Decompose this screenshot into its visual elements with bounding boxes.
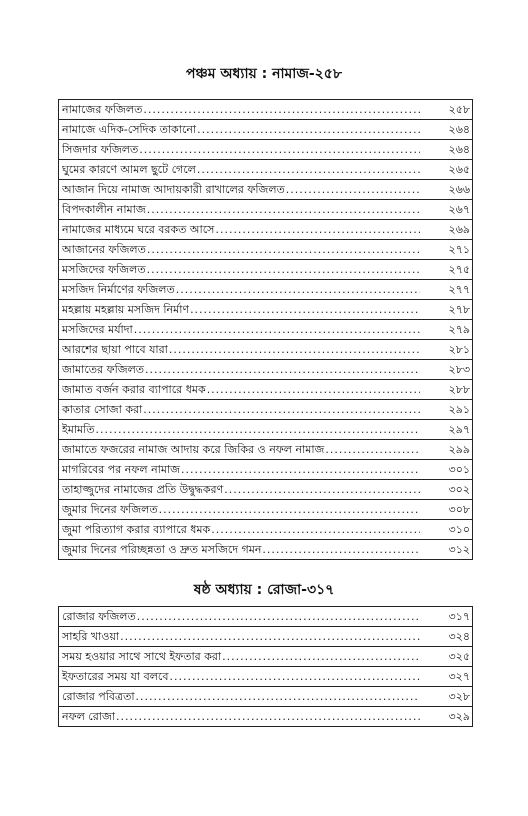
toc-entry <box>62 200 420 219</box>
dot-leader <box>136 687 420 706</box>
toc-entry-title-cell <box>59 260 421 280</box>
toc-entry <box>62 100 420 119</box>
toc-entry-title: সাহরি খাওয়া <box>62 630 120 643</box>
toc-entry-title: জামাত বর্জন করার ব্যাপারে ধমক <box>62 383 206 396</box>
toc-entry-page-number: ২৬৬ <box>420 180 473 200</box>
dot-leader <box>116 707 420 726</box>
toc-entry-title: জামাতে ফজরের নামাজ আদায় করে জিকির ও নফল নামাজ <box>62 443 325 456</box>
toc-entry <box>62 400 420 419</box>
dot-leader <box>147 200 420 219</box>
toc-row <box>59 120 473 140</box>
toc-entry-page-number: ২৬৪ <box>420 140 473 160</box>
toc-entry-title-cell <box>59 480 421 500</box>
toc-entry-title-cell <box>59 647 421 667</box>
toc-entry-title-cell <box>59 500 421 520</box>
toc-entry-title: মসজিদের মর্যাদা <box>62 323 133 336</box>
toc-row <box>59 647 473 667</box>
dot-leader <box>197 160 420 179</box>
toc-entry-title-cell <box>59 607 421 627</box>
dot-leader <box>159 500 420 519</box>
toc-entry-title: কাতার সোজা করা <box>62 403 143 416</box>
toc-entry-page-number: ২৭৫ <box>420 260 473 280</box>
toc-table-chapter-5 <box>58 99 473 560</box>
toc-row <box>59 240 473 260</box>
toc-entry-title-cell <box>59 340 421 360</box>
dot-leader <box>224 480 420 499</box>
toc-entry-page-number: ২৬৭ <box>420 200 473 220</box>
toc-entry-title: নামাজে এদিক-সেদিক তাকানো <box>62 123 197 136</box>
toc-entry-title: আজানের ফজিলত <box>62 243 146 256</box>
toc-entry-title: জুমার দিনের পরিচ্ছন্নতা ও দ্রুত মসজিদে গমন <box>62 543 262 556</box>
toc-entry <box>62 260 420 279</box>
toc-entry <box>62 340 420 359</box>
toc-entry-page-number: ২৯৯ <box>420 440 473 460</box>
toc-entry-title-cell <box>59 300 421 320</box>
dot-leader <box>147 240 420 259</box>
toc-entry <box>62 440 420 459</box>
dot-leader <box>145 360 420 379</box>
toc-entry-title-cell <box>59 180 421 200</box>
dot-leader <box>96 420 420 439</box>
toc-row <box>59 220 473 240</box>
toc-row <box>59 280 473 300</box>
toc-entry-title-cell <box>59 460 421 480</box>
toc-row <box>59 440 473 460</box>
toc-entry <box>62 360 420 379</box>
toc-entry-page-number: ৩২৫ <box>420 647 473 667</box>
toc-entry-page-number: ৩০৮ <box>420 500 473 520</box>
dot-leader <box>222 647 420 666</box>
toc-row <box>59 160 473 180</box>
toc-entry-title-cell <box>59 380 421 400</box>
toc-row <box>59 340 473 360</box>
toc-entry-title: ঘুমের কারণে আমল ছুটে গেলে <box>62 163 196 176</box>
toc-entry-title-cell <box>59 100 421 120</box>
toc-entry-title: মসজিদের ফজিলত <box>62 263 146 276</box>
toc-entry-title: জুমা পরিত্যাগ করার ব্যাপারে ধমক <box>62 523 211 536</box>
toc-row <box>59 420 473 440</box>
dot-leader <box>139 140 420 159</box>
dot-leader <box>169 667 420 686</box>
toc-row <box>59 400 473 420</box>
toc-entry-title: জুমার দিনের ফজিলত <box>62 503 158 516</box>
toc-row <box>59 667 473 687</box>
dot-leader <box>197 120 420 139</box>
toc-entry-title: সময় হওয়ার সাথে সাথে ইফতার করা <box>62 650 222 663</box>
toc-entry-title-cell <box>59 240 421 260</box>
toc-row <box>59 540 473 560</box>
toc-entry-page-number: ২৬৫ <box>420 160 473 180</box>
dot-leader <box>120 627 420 646</box>
toc-entry-title-cell <box>59 400 421 420</box>
toc-row <box>59 140 473 160</box>
toc-entry-page-number: ২৭৯ <box>420 320 473 340</box>
toc-entry-page-number: ২৭৭ <box>420 280 473 300</box>
toc-entry-page-number: ২৬৪ <box>420 120 473 140</box>
toc-row <box>59 200 473 220</box>
chapter-title-5: পঞ্চম অধ্যায় : নামাজ-২৫৮ <box>186 66 342 82</box>
toc-entry-title: মহল্লায় মহল্লায় মসজিদ নির্মাণ <box>62 303 190 316</box>
toc-entry-page-number: ২৯১ <box>420 400 473 420</box>
toc-entry-title-cell <box>59 320 421 340</box>
toc-entry <box>62 420 420 439</box>
toc-row <box>59 260 473 280</box>
toc-row <box>59 460 473 480</box>
toc-entry <box>62 180 420 199</box>
dot-leader <box>181 460 420 479</box>
toc-row <box>59 320 473 340</box>
toc-row <box>59 480 473 500</box>
dot-leader <box>169 340 420 359</box>
toc-entry-page-number: ৩২৪ <box>420 627 473 647</box>
toc-entry <box>62 667 420 686</box>
toc-entry-title-cell <box>59 280 421 300</box>
toc-entry-page-number: ৩২৭ <box>420 667 473 687</box>
toc-entry-title: নফল রোজা <box>62 710 116 723</box>
toc-row <box>59 520 473 540</box>
toc-entry-title-cell <box>59 627 421 647</box>
toc-entry-page-number: ২৭১ <box>420 240 473 260</box>
toc-entry <box>62 707 420 726</box>
dot-leader <box>190 300 420 319</box>
toc-entry-title: রোজার পবিত্রতা <box>62 690 135 703</box>
toc-entry <box>62 280 420 299</box>
toc-entry-page-number: ৩০১ <box>420 460 473 480</box>
toc-entry <box>62 627 420 646</box>
toc-entry-title-cell <box>59 220 421 240</box>
toc-entry-page-number: ৩০২ <box>420 480 473 500</box>
toc-entry-title: আজান দিয়ে নামাজ আদায়কারী রাখালের ফজিলত <box>62 183 285 196</box>
toc-entry-page-number: ২৮১ <box>420 340 473 360</box>
toc-entry-title: রোজার ফজিলত <box>62 610 136 623</box>
toc-entry-title: ইফতারের সময় যা বলবে <box>62 670 169 683</box>
toc-row <box>59 687 473 707</box>
toc-entry-title-cell <box>59 360 421 380</box>
toc-row <box>59 100 473 120</box>
toc-entry-title-cell <box>59 707 421 727</box>
toc-entry <box>62 520 420 539</box>
toc-entry-title-cell <box>59 420 421 440</box>
toc-entry <box>62 120 420 139</box>
toc-row <box>59 180 473 200</box>
toc-entry-title-cell <box>59 540 421 560</box>
toc-row <box>59 380 473 400</box>
toc-entry-page-number: ৩২৯ <box>420 707 473 727</box>
toc-entry-page-number: ২৫৮ <box>420 100 473 120</box>
dot-leader <box>286 180 420 199</box>
toc-entry <box>62 607 420 626</box>
toc-entry-title: মসজিদ নির্মাণের ফজিলত <box>62 283 175 296</box>
dot-leader <box>147 260 420 279</box>
toc-entry <box>62 220 420 239</box>
dot-leader <box>143 400 420 419</box>
toc-row <box>59 500 473 520</box>
toc-entry-title: মাগরিবের পর নফল নামাজ <box>62 463 181 476</box>
toc-row <box>59 707 473 727</box>
toc-entry <box>62 480 420 499</box>
toc-entry-title-cell <box>59 520 421 540</box>
toc-table-chapter-6 <box>58 606 473 727</box>
toc-entry-page-number: ৩১৭ <box>420 607 473 627</box>
toc-entry <box>62 647 420 666</box>
toc-entry <box>62 240 420 259</box>
toc-entry <box>62 380 420 399</box>
toc-entry-page-number: ২৮৩ <box>420 360 473 380</box>
toc-entry-title: আরশের ছায়া পাবে যারা <box>62 343 168 356</box>
toc-row <box>59 300 473 320</box>
toc-entry-title-cell <box>59 667 421 687</box>
toc-entry-title: বিপদকালীন নামাজ <box>62 203 146 216</box>
toc-entry-title: ইমামতি <box>62 423 95 436</box>
dot-leader <box>137 607 420 626</box>
dot-leader <box>176 280 420 299</box>
toc-entry-page-number: ২৮৮ <box>420 380 473 400</box>
toc-entry <box>62 320 420 339</box>
dot-leader <box>262 540 420 559</box>
toc-entry-title: নামাজের মাধ্যমে ঘরে বরকত আসে <box>62 223 215 236</box>
toc-entry-page-number: ২৭৮ <box>420 300 473 320</box>
toc-entry-title: জামাতের ফজিলত <box>62 363 145 376</box>
dot-leader <box>215 220 420 239</box>
toc-entry-page-number: ২৯৭ <box>420 420 473 440</box>
toc-row <box>59 627 473 647</box>
dot-leader <box>143 100 420 119</box>
toc-entry <box>62 460 420 479</box>
dot-leader <box>207 380 420 399</box>
toc-row <box>59 607 473 627</box>
toc-entry <box>62 540 420 559</box>
toc-entry-title-cell <box>59 687 421 707</box>
toc-entry-title-cell <box>59 440 421 460</box>
toc-entry-title: সিজদার ফজিলত <box>62 143 139 156</box>
dot-leader <box>211 520 420 539</box>
toc-entry <box>62 500 420 519</box>
toc-entry-title-cell <box>59 160 421 180</box>
toc-entry <box>62 140 420 159</box>
toc-entry <box>62 687 420 706</box>
toc-entry-page-number: ৩২৮ <box>420 687 473 707</box>
toc-entry-page-number: ৩১২ <box>420 540 473 560</box>
toc-entry-title: তাহাজ্জুদের নামাজের প্রতি উদ্বুদ্ধকরণ <box>62 483 224 496</box>
toc-entry-page-number: ৩১০ <box>420 520 473 540</box>
dot-leader <box>325 440 420 459</box>
chapter-title-6: ষষ্ঠ অধ্যায় : রোজা-৩১৭ <box>193 582 335 598</box>
toc-entry-title-cell <box>59 140 421 160</box>
toc-row <box>59 360 473 380</box>
toc-entry-title-cell <box>59 120 421 140</box>
toc-entry-title-cell <box>59 200 421 220</box>
dot-leader <box>134 320 420 339</box>
toc-entry <box>62 300 420 319</box>
toc-entry-title: নামাজের ফজিলত <box>62 103 143 116</box>
toc-entry <box>62 160 420 179</box>
toc-entry-page-number: ২৬৯ <box>420 220 473 240</box>
